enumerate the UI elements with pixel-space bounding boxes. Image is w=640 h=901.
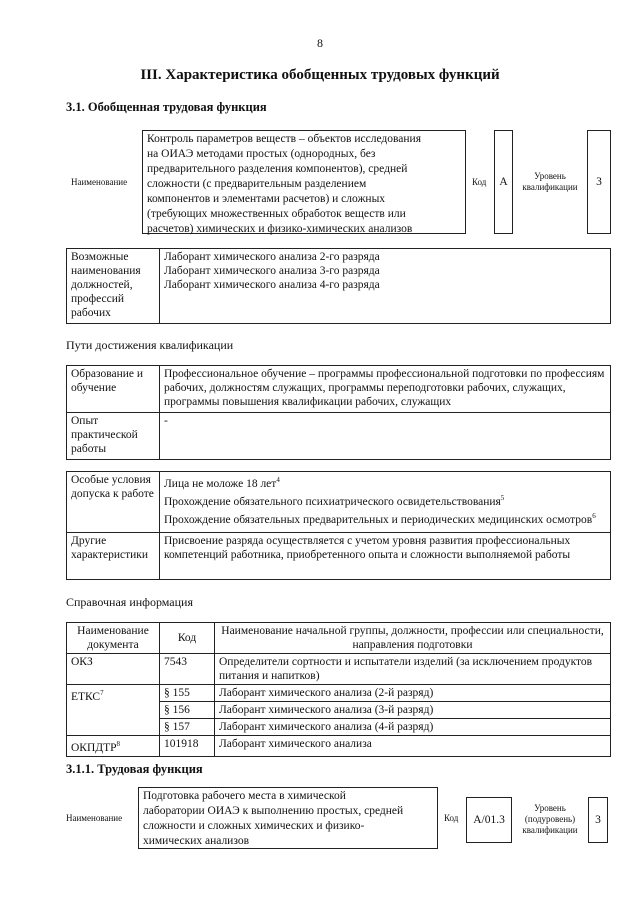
tf-name-line: лаборатории ОИАЭ к выполнению простых, средней <box>143 805 404 817</box>
positions-table <box>66 248 611 324</box>
experience-value: - <box>160 413 611 460</box>
table-row <box>67 472 611 533</box>
etks-name: Лаборант химического анализа (2-й разряд) <box>215 685 611 702</box>
tf-name-box <box>138 787 438 849</box>
gtf-name-box <box>142 130 466 234</box>
gtf-name-line: расчетов) химических и физико-химических анализов <box>147 223 413 235</box>
col-code-header: Код <box>160 623 215 654</box>
list-item: Лица не моложе 18 лет$^4$ <box>164 476 280 490</box>
paths-heading: Пути достижения квалификации <box>66 338 234 352</box>
col-name-header: Наименование начальной группы, должности, профессии или специальности, направления подготовки <box>215 623 611 654</box>
section-title: III. Характеристика обобщенных трудовых функций <box>140 67 500 83</box>
etks-code: § 156 <box>160 702 215 719</box>
conditions-table <box>66 471 611 580</box>
etks-name: Лаборант химического анализа (3-й разряд) <box>215 702 611 719</box>
tf-name-line: химических анализов <box>143 835 249 847</box>
okz-doc: ОКЗ <box>67 654 160 685</box>
tf-heading: 3.1.1. Трудовая функция <box>66 762 203 776</box>
gtf-name-line: сложности (с предварительным разделением <box>147 178 367 190</box>
table-row <box>67 249 611 324</box>
gtf-heading: 3.1. Обобщенная трудовая функция <box>66 100 267 114</box>
gtf-code-label: Код <box>472 177 487 187</box>
etks-code: § 157 <box>160 719 215 736</box>
list-item: Прохождение обязательного психиатрического освидетельствования$^5$ <box>164 493 505 508</box>
positions-label: Возможные наименования должностей, профессий рабочих <box>67 249 160 324</box>
tf-level-label: Уровень (подуровень) квалификации <box>522 803 578 835</box>
page-number: 8 <box>317 36 323 50</box>
reference-heading: Справочная информация <box>66 595 193 609</box>
gtf-name-line: предварительного разделения компонентов), средней <box>147 163 408 175</box>
list-item: Лаборант химического анализа 4-го разряда <box>164 279 380 291</box>
special-conditions-label: Особые условия допуска к работе <box>67 472 160 533</box>
table-row <box>67 366 611 413</box>
education-label: Образование и обучение <box>67 366 160 413</box>
experience-label: Опыт практической работы <box>67 413 160 460</box>
tf-name-line: сложности и сложных химических и физико- <box>143 820 365 832</box>
gtf-name-label: Наименование <box>71 177 128 187</box>
okpdtr-doc: ОКПДТР$^8$ <box>67 736 160 757</box>
paths-table <box>66 365 611 460</box>
list-item: Прохождение обязательных предварительных и периодических медицинских осмотров$^6$ <box>164 511 596 526</box>
etks-code: § 155 <box>160 685 215 702</box>
table-row <box>67 654 611 685</box>
education-value: Профессиональное обучение – программы профессиональной подготовки по профессиям рабочих, должностям служащих, программы переподготовки рабочих, служащих, программы повышения квалификации рабочих, служащих <box>160 366 611 413</box>
gtf-level-value: 3 <box>587 130 611 234</box>
table-row <box>67 533 611 580</box>
tf-name-line: Подготовка рабочего места в химической <box>143 790 346 802</box>
okpdtr-code: 101918 <box>160 736 215 757</box>
etks-name: Лаборант химического анализа (4-й разряд) <box>215 719 611 736</box>
positions-list <box>160 249 611 324</box>
other-characteristics-value: Присвоение разряда осуществляется с учетом уровня развития профессиональных компетенций работника, приобретенного опыта и сложности выполняемой работы <box>160 533 611 580</box>
gtf-name-line: (требующих множественных обработок веществ или <box>147 208 406 220</box>
gtf-name-line: Контроль параметров веществ – объектов исследования <box>147 133 421 145</box>
tf-name-label: Наименование <box>66 813 123 823</box>
gtf-code-value: А <box>494 130 513 234</box>
table-row <box>67 736 611 757</box>
table-row <box>67 413 611 460</box>
other-characteristics-label: Другие характеристики <box>67 533 160 580</box>
reference-table <box>66 622 611 757</box>
special-conditions-list <box>160 472 611 533</box>
table-row <box>67 685 611 702</box>
okz-code: 7543 <box>160 654 215 685</box>
okz-name: Определители сортности и испытатели изделий (за исключением продуктов питания и напитков) <box>215 654 611 685</box>
gtf-name-line: на ОИАЭ методами простых (однородных, без <box>147 148 376 160</box>
tf-code-value: А/01.3 <box>466 797 512 843</box>
list-item: Лаборант химического анализа 2-го разряда <box>164 251 380 263</box>
etks-doc: ЕТКС$^7$ <box>67 685 160 736</box>
tf-level-value: 3 <box>588 797 608 843</box>
table-row <box>67 623 611 654</box>
col-doc-header: Наименование документа <box>67 623 160 654</box>
tf-code-label: Код <box>444 813 459 823</box>
gtf-name-line: компонентов и элементами расчетов) и сложных <box>147 193 386 205</box>
okpdtr-name: Лаборант химического анализа <box>215 736 611 757</box>
gtf-level-label: Уровень квалификации <box>522 171 578 192</box>
list-item: Лаборант химического анализа 3-го разряда <box>164 265 380 277</box>
